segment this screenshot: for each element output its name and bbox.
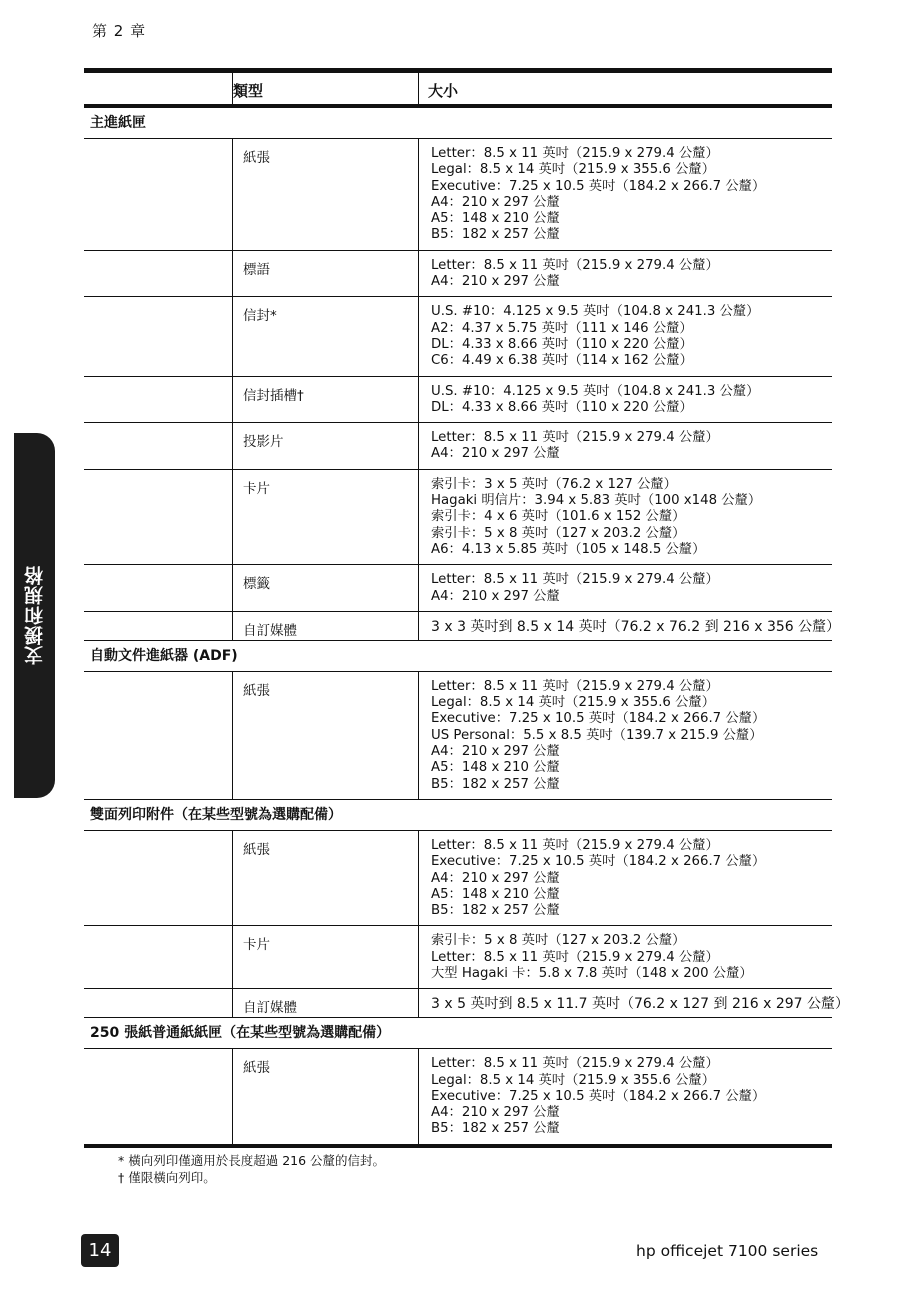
media-sizes: [431, 1049, 832, 1143]
column-divider: [418, 831, 419, 925]
chapter-label: 第 2 章: [92, 22, 147, 40]
table-row: [84, 926, 832, 989]
column-divider: [418, 423, 419, 469]
size-line: Hagaki 明信片：3.94 x 5.83 英吋（100 x148 公釐）: [431, 493, 762, 509]
media-type: 自訂媒體: [243, 622, 297, 639]
size-line: DL：4.33 x 8.66 英吋（110 x 220 公釐）: [431, 399, 693, 415]
page-number: 14: [81, 1234, 119, 1267]
size-line: A5：148 x 210 公釐: [431, 211, 560, 227]
size-line: Letter：8.5 x 11 英吋（215.9 x 279.4 公釐）: [431, 1056, 719, 1072]
size-line: C6：4.49 x 6.38 英吋（114 x 162 公釐）: [431, 353, 693, 369]
column-divider: [418, 926, 419, 988]
section-title: 雙面列印附件（在某些型號為選購配備）: [84, 800, 832, 831]
size-line: Executive：7.25 x 10.5 英吋（184.2 x 266.7 公釐）: [431, 711, 766, 727]
media-type: 投影片: [243, 434, 284, 451]
size-line: B5：182 x 257 公釐: [431, 903, 560, 919]
size-line: Letter：8.5 x 11 英吋（215.9 x 279.4 公釐）: [431, 949, 719, 965]
size-line: 索引卡：5 x 8 英吋（127 x 203.2 公釐）: [431, 525, 686, 541]
size-line: A2：4.37 x 5.75 英吋（111 x 146 公釐）: [431, 320, 693, 336]
section-title: 250 張紙普通紙紙匣（在某些型號為選購配備）: [84, 1018, 832, 1049]
table-row: [84, 565, 832, 612]
size-line: B5：182 x 257 公釐: [431, 1121, 560, 1137]
table-row: [84, 1049, 832, 1147]
side-tab: [14, 433, 55, 798]
media-sizes: [431, 612, 841, 640]
size-line: U.S. #10：4.125 x 9.5 英吋（104.8 x 241.3 公釐）: [431, 383, 760, 399]
size-line: Letter：8.5 x 11 英吋（215.9 x 279.4 公釐）: [431, 257, 719, 273]
size-line: A5：148 x 210 公釐: [431, 886, 560, 902]
size-line: 索引卡：4 x 6 英吋（101.6 x 152 公釐）: [431, 509, 686, 525]
table-row: [84, 612, 841, 641]
table-row: [84, 989, 850, 1018]
media-sizes: [431, 565, 832, 611]
media-sizes: [431, 470, 832, 564]
size-line: Letter：8.5 x 11 英吋（215.9 x 279.4 公釐）: [431, 430, 719, 446]
size-line: Legal：8.5 x 14 英吋（215.9 x 355.6 公釐）: [431, 695, 716, 711]
column-divider: [418, 139, 419, 250]
size-line: 3 x 5 英吋到 8.5 x 11.7 英吋（76.2 x 127 到 216 x 297 公釐）: [431, 996, 850, 1013]
table-row: [84, 297, 832, 376]
size-line: US Personal：5.5 x 8.5 英吋（139.7 x 215.9 公釐）: [431, 727, 763, 743]
media-type: 紙張: [243, 682, 270, 699]
column-divider: [232, 297, 233, 375]
size-line: A4：210 x 297 公釐: [431, 194, 560, 210]
size-line: A4：210 x 297 公釐: [431, 870, 560, 886]
size-line: A5：148 x 210 公釐: [431, 760, 560, 776]
column-divider: [232, 612, 233, 640]
size-line: Letter：8.5 x 11 英吋（215.9 x 279.4 公釐）: [431, 146, 719, 161]
size-line: 大型 Hagaki 卡：5.8 x 7.8 英吋（148 x 200 公釐）: [431, 965, 753, 981]
size-line: B5：182 x 257 公釐: [431, 776, 560, 792]
column-divider: [418, 672, 419, 799]
media-sizes: [431, 423, 832, 469]
size-line: A4：210 x 297 公釐: [431, 744, 560, 760]
media-sizes: [431, 831, 832, 925]
size-line: A6：4.13 x 5.85 英吋（105 x 148.5 公釐）: [431, 541, 706, 557]
size-line: Letter：8.5 x 11 英吋（215.9 x 279.4 公釐）: [431, 678, 719, 694]
header-divider: [418, 73, 419, 104]
size-line: A4：210 x 297 公釐: [431, 588, 560, 604]
media-type: 自訂媒體: [243, 1000, 297, 1017]
column-divider: [232, 1049, 233, 1143]
column-divider: [418, 612, 419, 640]
size-line: Executive：7.25 x 10.5 英吋（184.2 x 266.7 公釐）: [431, 178, 766, 194]
media-sizes: [431, 989, 850, 1017]
size-line: B5：182 x 257 公釐: [431, 227, 560, 243]
column-header-size: 大小: [428, 82, 459, 100]
media-type: 標語: [243, 261, 270, 278]
footnotes: [118, 1152, 385, 1186]
column-divider: [232, 251, 233, 297]
media-sizes: [431, 672, 832, 799]
size-line: U.S. #10：4.125 x 9.5 英吋（104.8 x 241.3 公釐）: [431, 304, 760, 320]
table-row: [84, 470, 832, 565]
column-divider: [418, 251, 419, 297]
column-divider: [232, 989, 233, 1017]
size-line: Legal：8.5 x 14 英吋（215.9 x 355.6 公釐）: [431, 1072, 716, 1088]
media-type: 信封*: [243, 308, 277, 325]
column-divider: [418, 470, 419, 564]
size-line: Executive：7.25 x 10.5 英吋（184.2 x 266.7 公釐）: [431, 1088, 766, 1104]
column-divider: [232, 423, 233, 469]
column-divider: [232, 565, 233, 611]
column-divider: [232, 926, 233, 988]
table-header: [84, 73, 832, 108]
media-sizes: [431, 297, 832, 375]
size-line: Letter：8.5 x 11 英吋（215.9 x 279.4 公釐）: [431, 837, 719, 853]
table-row: [84, 377, 832, 424]
section-title: 自動文件進紙器 (ADF): [84, 641, 832, 672]
size-line: Letter：8.5 x 11 英吋（215.9 x 279.4 公釐）: [431, 572, 719, 588]
column-divider: [418, 989, 419, 1017]
size-line: Executive：7.25 x 10.5 英吋（184.2 x 266.7 公釐）: [431, 854, 766, 870]
column-divider: [232, 139, 233, 250]
footnote: * 橫向列印僅適用於長度超過 216 公釐的信封。: [118, 1153, 386, 1168]
column-divider: [418, 1049, 419, 1143]
media-type: 信封插槽†: [243, 387, 304, 404]
media-type: 卡片: [243, 480, 270, 497]
media-sizes: [431, 377, 832, 423]
column-divider: [232, 672, 233, 799]
column-divider: [232, 470, 233, 564]
side-tab-label: 支援和規格: [24, 565, 46, 666]
column-divider: [232, 831, 233, 925]
media-sizes: [431, 251, 832, 297]
size-line: 索引卡：3 x 5 英吋（76.2 x 127 公釐）: [431, 476, 677, 492]
table-row: [84, 423, 832, 470]
size-line: DL：4.33 x 8.66 英吋（110 x 220 公釐）: [431, 336, 693, 352]
media-sizes: [431, 926, 832, 988]
table-row: [84, 251, 832, 298]
column-divider: [418, 297, 419, 375]
column-header-type: 類型: [233, 82, 264, 100]
section-title: 主進紙匣: [84, 108, 832, 139]
size-line: A4：210 x 297 公釐: [431, 274, 560, 290]
size-line: Legal：8.5 x 14 英吋（215.9 x 355.6 公釐）: [431, 162, 716, 178]
table-row: [84, 831, 832, 926]
table-row: [84, 672, 832, 800]
column-divider: [418, 565, 419, 611]
spec-table: [84, 68, 850, 1148]
media-type: 標籤: [243, 576, 270, 593]
column-divider: [418, 377, 419, 423]
media-type: 紙張: [243, 841, 270, 858]
media-sizes: [431, 139, 832, 250]
footnote: † 僅限橫向列印。: [118, 1170, 216, 1185]
media-type: 紙張: [243, 150, 270, 166]
size-line: 索引卡：5 x 8 英吋（127 x 203.2 公釐）: [431, 933, 686, 949]
media-type: 紙張: [243, 1060, 270, 1077]
size-line: A4：210 x 297 公釐: [431, 1105, 560, 1121]
media-type: 卡片: [243, 937, 270, 954]
table-row: [84, 139, 832, 251]
product-name: hp officejet 7100 series: [636, 1242, 819, 1260]
column-divider: [232, 377, 233, 423]
size-line: A4：210 x 297 公釐: [431, 446, 560, 462]
size-line: 3 x 3 英吋到 8.5 x 14 英吋（76.2 x 76.2 到 216 x 356 公釐）: [431, 618, 841, 635]
